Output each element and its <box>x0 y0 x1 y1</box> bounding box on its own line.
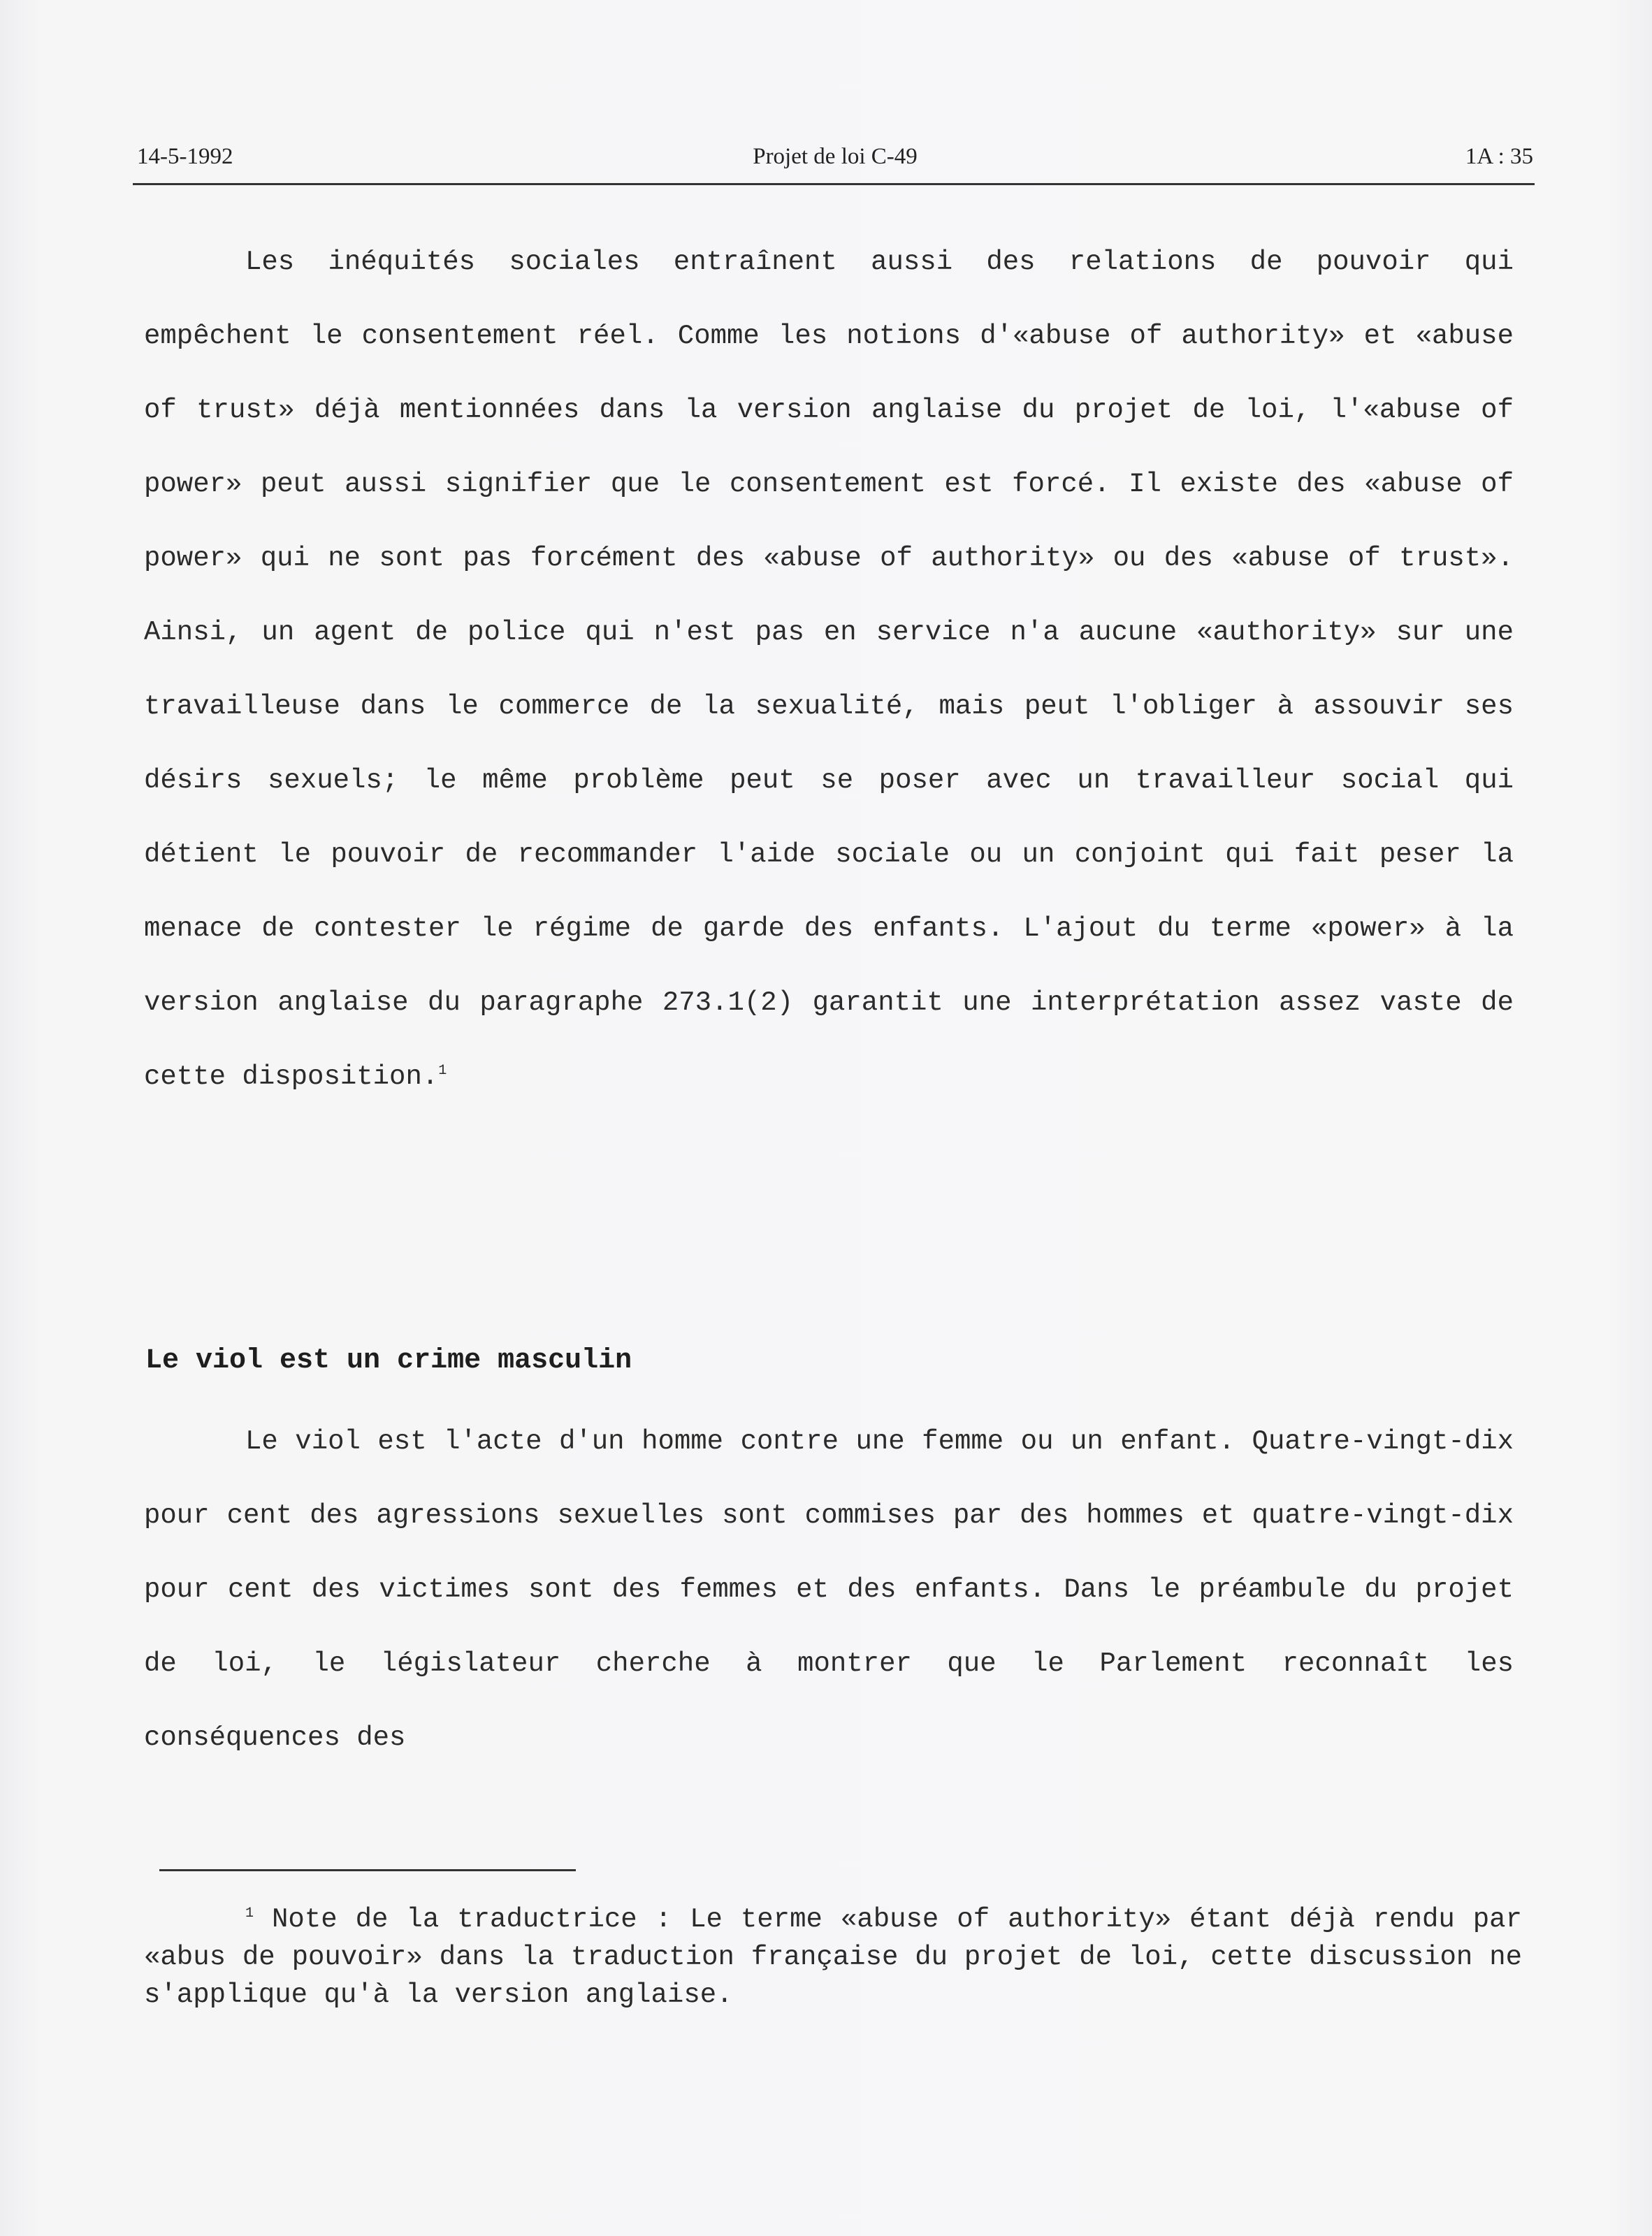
body-paragraph-2: Le viol est l'acte d'un homme contre une femme ou un enfant. Quatre-vingt-dix pour cent des agressions sexuelles sont commises par des hommes et quatre-vingt-dix pour cent des victimes sont des femmes et des enfants. Dans le préambule du projet de loi, le législateur cherche à montrer que le Parlement reconnaît les conséquences des <box>144 1426 1514 1753</box>
header-rule <box>133 183 1535 185</box>
header-title: Projet de loi C-49 <box>753 144 918 169</box>
footnote-marker: 1 <box>245 1905 254 1922</box>
footnote-text: Note de la traductrice : Le terme «abuse of authority» étant déjà rendu par «abus de pouvoir» dans la traduction française du projet de loi, cette discussion ne s'applique qu'à la version anglaise. <box>144 1904 1522 2010</box>
footnote <box>144 1901 1522 2014</box>
section-heading: Le viol est un crime masculin <box>145 1345 632 1377</box>
footnote-reference: 1 <box>438 1063 447 1079</box>
paragraph-1-text: Les inéquités sociales entraînent aussi des relations de pouvoir qui empêchent le consentement réel. Comme les notions d'«abuse of authority» et «abuse of trust» déjà mentionnées dans la version anglaise du projet de loi, l'«abuse of power» peut aussi signifier que le consentement est forcé. Il existe des «abuse of power» qui ne sont pas forcément des «abuse of authority» ou des «abuse of trust». Ainsi, un agent de police qui n'est pas en service n'a aucune «authority» sur une travailleuse dans le commerce de la sexualité, mais peut l'obliger à assouvir ses désirs sexuels; le même problème peut se poser avec un travailleur social qui détient le pouvoir de recommander l'aide sociale ou un conjoint qui fait peser la menace de contester le régime de garde des enfants. L'ajout du terme «power» à la version anglaise du paragraphe 273.1(2) garantit une interprétation assez vaste de cette disposition. <box>144 247 1514 1092</box>
body-paragraph-1 <box>144 225 1514 1114</box>
header-date: 14-5-1992 <box>137 144 233 169</box>
footnote-rule <box>159 1869 576 1871</box>
page-header <box>137 144 1533 179</box>
header-page-number: 1A : 35 <box>1465 144 1533 169</box>
